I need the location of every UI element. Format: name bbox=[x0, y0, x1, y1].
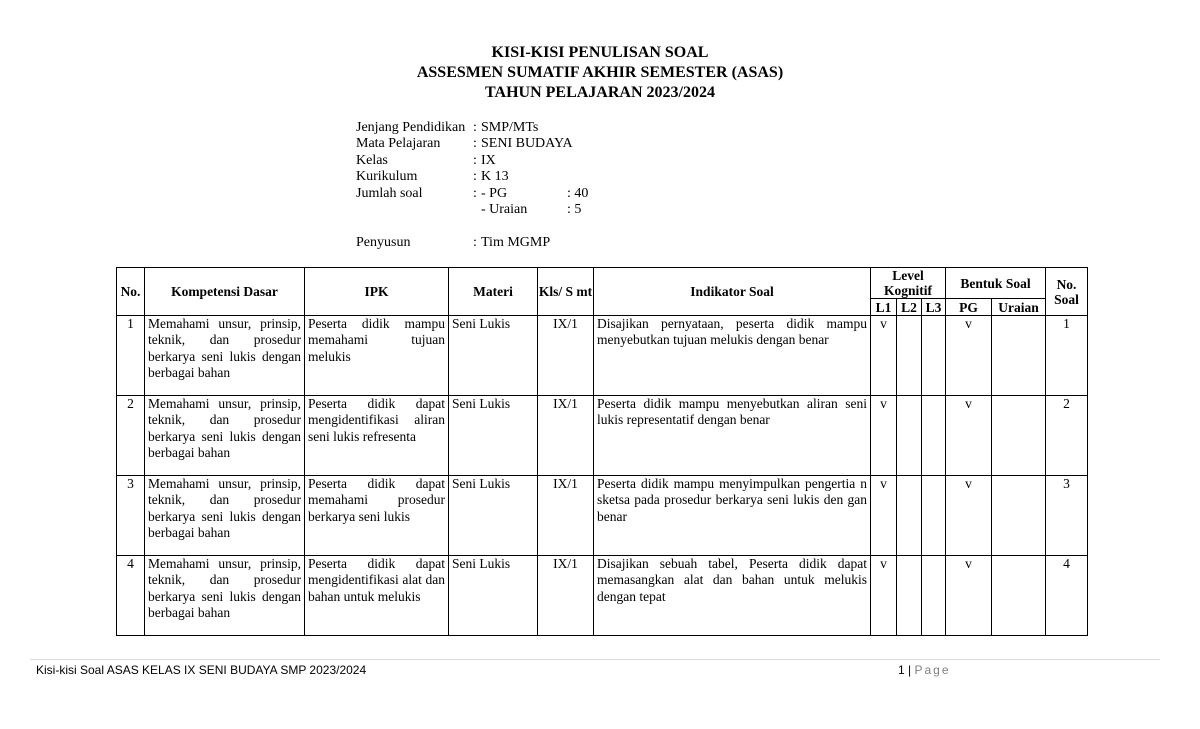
row-ipk: Peserta didik dapat mengidentifikasi aliran seni lukis refresenta bbox=[305, 396, 449, 476]
row-indikator-soal: Peserta didik mampu menyimpulkan pengertia n sketsa pada prosedur berkarya seni lukis den gan benar bbox=[594, 476, 871, 556]
jumlah-soal-label: Jumlah soal bbox=[356, 185, 423, 201]
row-kls-smt: IX/1 bbox=[538, 316, 594, 396]
row-kompetensi-dasar: Memahami unsur, prinsip, teknik, dan prosedur berkarya seni lukis dengan berbagai bahan bbox=[145, 556, 305, 636]
table-row bbox=[117, 316, 1088, 396]
row-l2 bbox=[897, 396, 922, 476]
row-uraian bbox=[992, 316, 1046, 396]
header-bentuk-soal: Bentuk Soal bbox=[946, 268, 1046, 299]
footer-page-label: Page bbox=[914, 663, 951, 677]
mapel-label: Mata Pelajaran bbox=[356, 136, 441, 152]
row-no-soal: 2 bbox=[1046, 396, 1088, 476]
header-indikator-soal: Indikator Soal bbox=[594, 268, 871, 316]
table-row bbox=[117, 556, 1088, 636]
doc-title-line-2: ASSESMEN SUMATIF AKHIR SEMESTER (ASAS) bbox=[416, 64, 784, 81]
row-kls-smt: IX/1 bbox=[538, 396, 594, 476]
row-ipk: Peserta didik dapat memahami prosedur berkarya seni lukis bbox=[305, 476, 449, 556]
doc-title-line-3: TAHUN PELAJARAN 2023/2024 bbox=[485, 84, 715, 101]
row-pg: v bbox=[946, 476, 992, 556]
kelas-value: IX bbox=[481, 152, 496, 168]
row-l3 bbox=[922, 316, 946, 396]
row-no-soal: 1 bbox=[1046, 316, 1088, 396]
jenjang-label: Jenjang Pendidikan bbox=[356, 120, 466, 135]
uraian-label: - Uraian bbox=[481, 201, 528, 217]
row-l1: v bbox=[871, 396, 897, 476]
pg-value: : 40 bbox=[567, 185, 589, 201]
kelas-label: Kelas bbox=[356, 152, 388, 168]
header-materi: Materi bbox=[449, 268, 538, 316]
row-l3 bbox=[922, 396, 946, 476]
row-l1: v bbox=[871, 476, 897, 556]
row-ipk: Peserta didik mampu memahami tujuan melukis bbox=[305, 316, 449, 396]
table-row bbox=[117, 476, 1088, 556]
doc-title-line-1: KISI-KISI PENULISAN SOAL bbox=[491, 44, 709, 61]
jumlah-soal-colon: : bbox=[473, 185, 477, 201]
row-l1: v bbox=[871, 556, 897, 636]
row-no-soal: 3 bbox=[1046, 476, 1088, 556]
row-no-soal: 4 bbox=[1046, 556, 1088, 636]
row-indikator-soal: Peserta didik mampu menyebutkan aliran seni lukis representatif dengan benar bbox=[594, 396, 871, 476]
header-l3: L3 bbox=[922, 299, 946, 316]
row-no: 1 bbox=[117, 316, 145, 396]
pg-label: - PG bbox=[481, 185, 508, 201]
row-no: 2 bbox=[117, 396, 145, 476]
header-no-soal: No. Soal bbox=[1046, 268, 1088, 316]
row-l3 bbox=[922, 476, 946, 556]
mapel-value: SENI BUDAYA bbox=[481, 136, 573, 152]
row-materi: Seni Lukis bbox=[449, 316, 538, 396]
row-l3 bbox=[922, 556, 946, 636]
footer-divider bbox=[30, 659, 1160, 660]
row-pg: v bbox=[946, 556, 992, 636]
row-no: 3 bbox=[117, 476, 145, 556]
row-no: 4 bbox=[117, 556, 145, 636]
kelas-colon: : bbox=[473, 152, 477, 168]
footer-page-number: 1 bbox=[898, 663, 905, 677]
table-row bbox=[117, 396, 1088, 476]
footer-document-title: Kisi-kisi Soal ASAS KELAS IX SENI BUDAYA SMP 2023/2024 bbox=[36, 663, 367, 677]
header-level-kognitif: Level Kognitif bbox=[871, 268, 946, 299]
row-materi: Seni Lukis bbox=[449, 476, 538, 556]
row-l2 bbox=[897, 316, 922, 396]
footer-separator: | bbox=[904, 663, 915, 677]
penyusun-label: Penyusun bbox=[356, 234, 411, 250]
row-uraian bbox=[992, 476, 1046, 556]
row-uraian bbox=[992, 556, 1046, 636]
uraian-value: : 5 bbox=[567, 201, 582, 217]
row-materi: Seni Lukis bbox=[449, 556, 538, 636]
mapel-colon: : bbox=[473, 136, 477, 152]
row-l2 bbox=[897, 556, 922, 636]
kurikulum-colon: : bbox=[473, 169, 477, 185]
row-kompetensi-dasar: Memahami unsur, prinsip, teknik, dan prosedur berkarya seni lukis dengan berbagai bahan bbox=[145, 316, 305, 396]
jenjang-value: SMP/MTs bbox=[481, 120, 539, 135]
row-kompetensi-dasar: Memahami unsur, prinsip, teknik, dan prosedur berkarya seni lukis dengan berbagai bahan bbox=[145, 396, 305, 476]
row-pg: v bbox=[946, 316, 992, 396]
row-ipk: Peserta didik dapat mengidentifikasi alat dan bahan untuk melukis bbox=[305, 556, 449, 636]
row-kls-smt: IX/1 bbox=[538, 476, 594, 556]
penyusun-value: Tim MGMP bbox=[481, 234, 551, 250]
header-no: No. bbox=[117, 268, 145, 316]
kisi-kisi-table bbox=[116, 267, 1088, 636]
jenjang-colon: : bbox=[473, 120, 477, 135]
kurikulum-label: Kurikulum bbox=[356, 169, 418, 185]
row-indikator-soal: Disajikan pernyataan, peserta didik mampu menyebutkan tujuan melukis dengan benar bbox=[594, 316, 871, 396]
header-pg: PG bbox=[946, 299, 992, 316]
row-indikator-soal: Disajikan sebuah tabel, Peserta didik dapat memasangkan alat dan bahan untuk melukis dengan tepat bbox=[594, 556, 871, 636]
row-pg: v bbox=[946, 396, 992, 476]
header-ipk: IPK bbox=[305, 268, 449, 316]
header-l2: L2 bbox=[897, 299, 922, 316]
header-uraian: Uraian bbox=[992, 299, 1046, 316]
row-kls-smt: IX/1 bbox=[538, 556, 594, 636]
footer-page-indicator bbox=[898, 663, 951, 677]
header-kompetensi-dasar: Kompetensi Dasar bbox=[145, 268, 305, 316]
row-l2 bbox=[897, 476, 922, 556]
header-l1: L1 bbox=[871, 299, 897, 316]
row-l1: v bbox=[871, 316, 897, 396]
row-uraian bbox=[992, 396, 1046, 476]
row-kompetensi-dasar: Memahami unsur, prinsip, teknik, dan prosedur berkarya seni lukis dengan berbagai bahan bbox=[145, 476, 305, 556]
kurikulum-value: K 13 bbox=[481, 169, 509, 185]
header-kls-smt: Kls/ S mt bbox=[538, 268, 594, 316]
penyusun-colon: : bbox=[473, 234, 477, 250]
row-materi: Seni Lukis bbox=[449, 396, 538, 476]
